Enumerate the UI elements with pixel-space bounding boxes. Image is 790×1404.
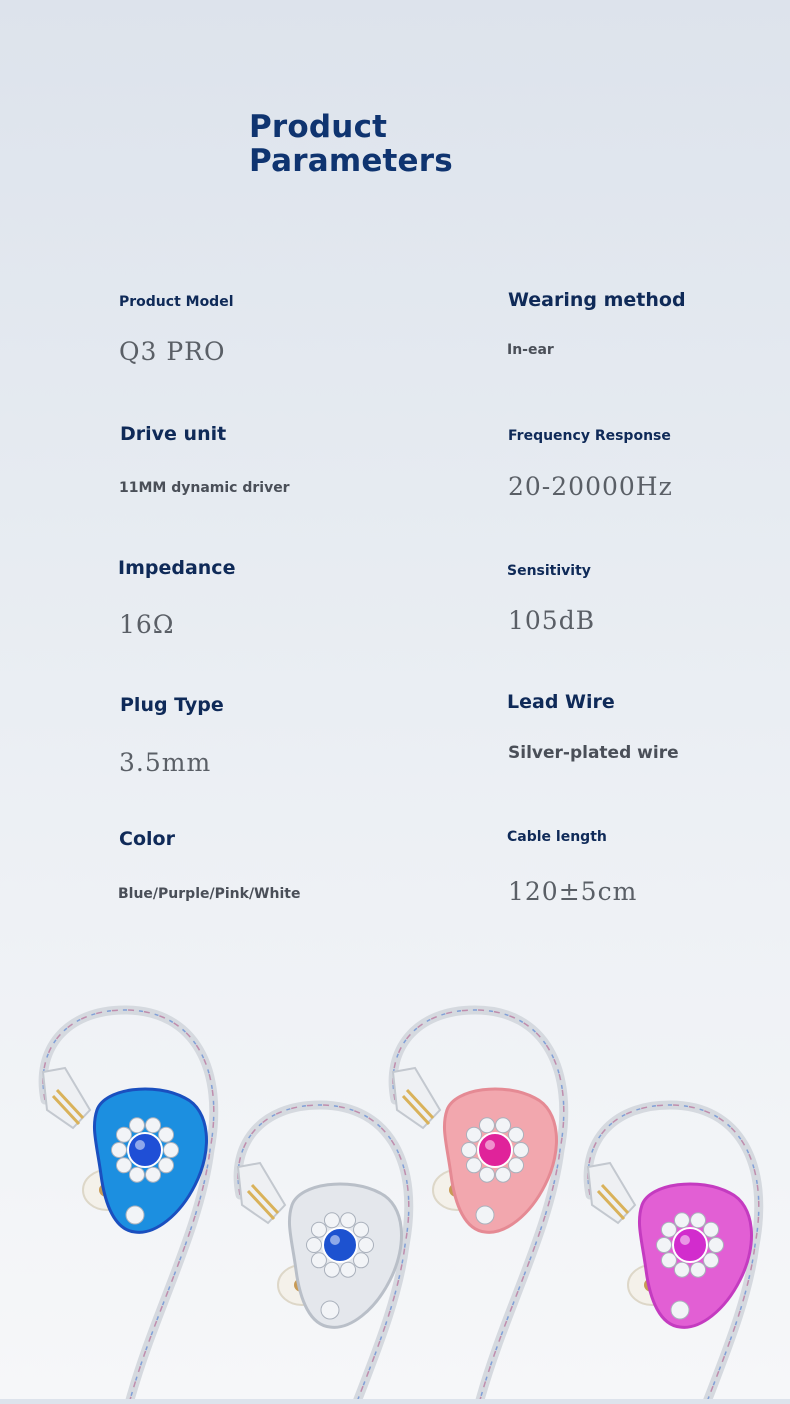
crystal bbox=[324, 1262, 339, 1277]
product-model-label: Product Model bbox=[119, 294, 234, 310]
earphone-purple bbox=[588, 1105, 759, 1399]
cable-length-label: Cable length bbox=[507, 829, 607, 845]
crystal bbox=[466, 1158, 481, 1173]
crystal bbox=[462, 1143, 477, 1158]
crystal bbox=[359, 1238, 374, 1253]
crystal bbox=[159, 1127, 174, 1142]
plug-type-value: 3.5mm bbox=[119, 748, 212, 777]
crystal bbox=[496, 1118, 511, 1133]
lead-wire-label: Lead Wire bbox=[507, 691, 615, 713]
crystal bbox=[116, 1127, 131, 1142]
sensitivity-value: 105dB bbox=[508, 606, 596, 635]
crystal bbox=[509, 1158, 524, 1173]
crystal bbox=[146, 1167, 161, 1182]
page-title-line2: Parameters bbox=[249, 143, 453, 179]
crystal bbox=[354, 1253, 369, 1268]
center-gem bbox=[673, 1228, 707, 1262]
crystal bbox=[341, 1213, 356, 1228]
crystal bbox=[146, 1118, 161, 1133]
crystal bbox=[129, 1118, 144, 1133]
cable-length-value: 120±5cm bbox=[508, 877, 638, 906]
crystal bbox=[311, 1253, 326, 1268]
drive-unit-value: 11MM dynamic driver bbox=[119, 480, 290, 496]
crystal bbox=[159, 1158, 174, 1173]
crystal bbox=[496, 1167, 511, 1182]
center-gem bbox=[323, 1228, 357, 1262]
connector bbox=[393, 1068, 440, 1128]
crystal bbox=[671, 1301, 689, 1319]
earphone-blue bbox=[43, 1010, 214, 1399]
crystal bbox=[129, 1167, 144, 1182]
crystal bbox=[691, 1262, 706, 1277]
crystal bbox=[476, 1206, 494, 1224]
crystal bbox=[307, 1238, 322, 1253]
product-model-value: Q3 PRO bbox=[119, 337, 226, 366]
crystal bbox=[341, 1262, 356, 1277]
crystal bbox=[354, 1222, 369, 1237]
crystal bbox=[126, 1206, 144, 1224]
crystal bbox=[674, 1262, 689, 1277]
gem-highlight bbox=[135, 1140, 145, 1150]
page-title-line1: Product bbox=[249, 109, 388, 145]
connector bbox=[588, 1163, 635, 1223]
center-gem bbox=[478, 1133, 512, 1167]
crystal bbox=[514, 1143, 529, 1158]
product-images bbox=[0, 990, 790, 1399]
crystal bbox=[509, 1127, 524, 1142]
crystal bbox=[661, 1222, 676, 1237]
sensitivity-label: Sensitivity bbox=[507, 563, 591, 579]
frequency-response-label: Frequency Response bbox=[508, 428, 671, 444]
crystal bbox=[311, 1222, 326, 1237]
earphone-pink bbox=[393, 1010, 564, 1399]
crystal bbox=[691, 1213, 706, 1228]
page-title bbox=[249, 110, 453, 178]
lead-wire-value: Silver-plated wire bbox=[508, 743, 679, 763]
crystal bbox=[324, 1213, 339, 1228]
gem-highlight bbox=[485, 1140, 495, 1150]
color-label: Color bbox=[119, 828, 175, 850]
crystal bbox=[466, 1127, 481, 1142]
earphone-illustrations bbox=[0, 990, 790, 1399]
frequency-response-value: 20-20000Hz bbox=[508, 472, 673, 501]
earphone-white bbox=[238, 1105, 409, 1399]
crystal bbox=[657, 1238, 672, 1253]
gem-highlight bbox=[330, 1235, 340, 1245]
crystal bbox=[661, 1253, 676, 1268]
gem-highlight bbox=[680, 1235, 690, 1245]
center-gem bbox=[128, 1133, 162, 1167]
connector bbox=[238, 1163, 285, 1223]
crystal bbox=[704, 1222, 719, 1237]
crystal bbox=[112, 1143, 127, 1158]
crystal bbox=[321, 1301, 339, 1319]
crystal bbox=[704, 1253, 719, 1268]
connector bbox=[43, 1068, 90, 1128]
crystal bbox=[164, 1143, 179, 1158]
crystal bbox=[116, 1158, 131, 1173]
color-value: Blue/Purple/Pink/White bbox=[118, 886, 301, 902]
impedance-label: Impedance bbox=[118, 557, 236, 579]
drive-unit-label: Drive unit bbox=[120, 423, 227, 445]
impedance-value: 16Ω bbox=[119, 610, 175, 639]
crystal bbox=[479, 1167, 494, 1182]
crystal bbox=[709, 1238, 724, 1253]
wearing-method-label: Wearing method bbox=[508, 289, 686, 311]
crystal bbox=[674, 1213, 689, 1228]
plug-type-label: Plug Type bbox=[120, 694, 224, 716]
crystal bbox=[479, 1118, 494, 1133]
wearing-method-value: In-ear bbox=[507, 342, 554, 358]
